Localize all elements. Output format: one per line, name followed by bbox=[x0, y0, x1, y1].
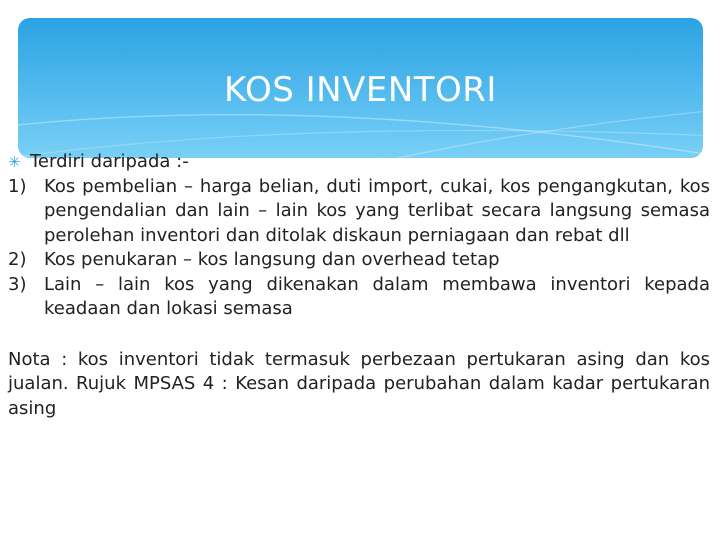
cost-list bbox=[8, 175, 710, 322]
list-text: Lain – lain kos yang dikenakan dalam membawa inventori kepada keadaan dan lokasi semasa bbox=[44, 273, 710, 319]
intro-text: Terdiri daripada :- bbox=[30, 151, 189, 172]
list-item bbox=[8, 248, 710, 273]
intro-line bbox=[8, 150, 710, 175]
list-text: Kos penukaran – kos langsung dan overhead tetap bbox=[44, 249, 500, 270]
slide-title: KOS INVENTORI bbox=[224, 70, 497, 110]
slide-body bbox=[8, 150, 710, 421]
asterisk-icon: ✳ bbox=[8, 153, 21, 171]
title-banner bbox=[18, 18, 703, 158]
list-item bbox=[8, 175, 710, 249]
list-number: 2) bbox=[8, 249, 27, 270]
list-number: 1) bbox=[8, 175, 27, 197]
list-number: 3) bbox=[8, 273, 27, 295]
list-item bbox=[8, 273, 710, 322]
note-paragraph: Nota : kos inventori tidak termasuk perbezaan pertukaran asing dan kos jualan. Rujuk MPSAS 4 : Kesan daripada perubahan dalam kadar pertukaran asing bbox=[8, 348, 710, 419]
list-text: Kos pembelian – harga belian, duti import, cukai, kos pengangkutan, kos pengendalian dan lain – lain kos yang terlibat secara langsung semasa perolehan inventori dan ditolak diskaun perniagaan dan rebat dll bbox=[44, 175, 710, 246]
